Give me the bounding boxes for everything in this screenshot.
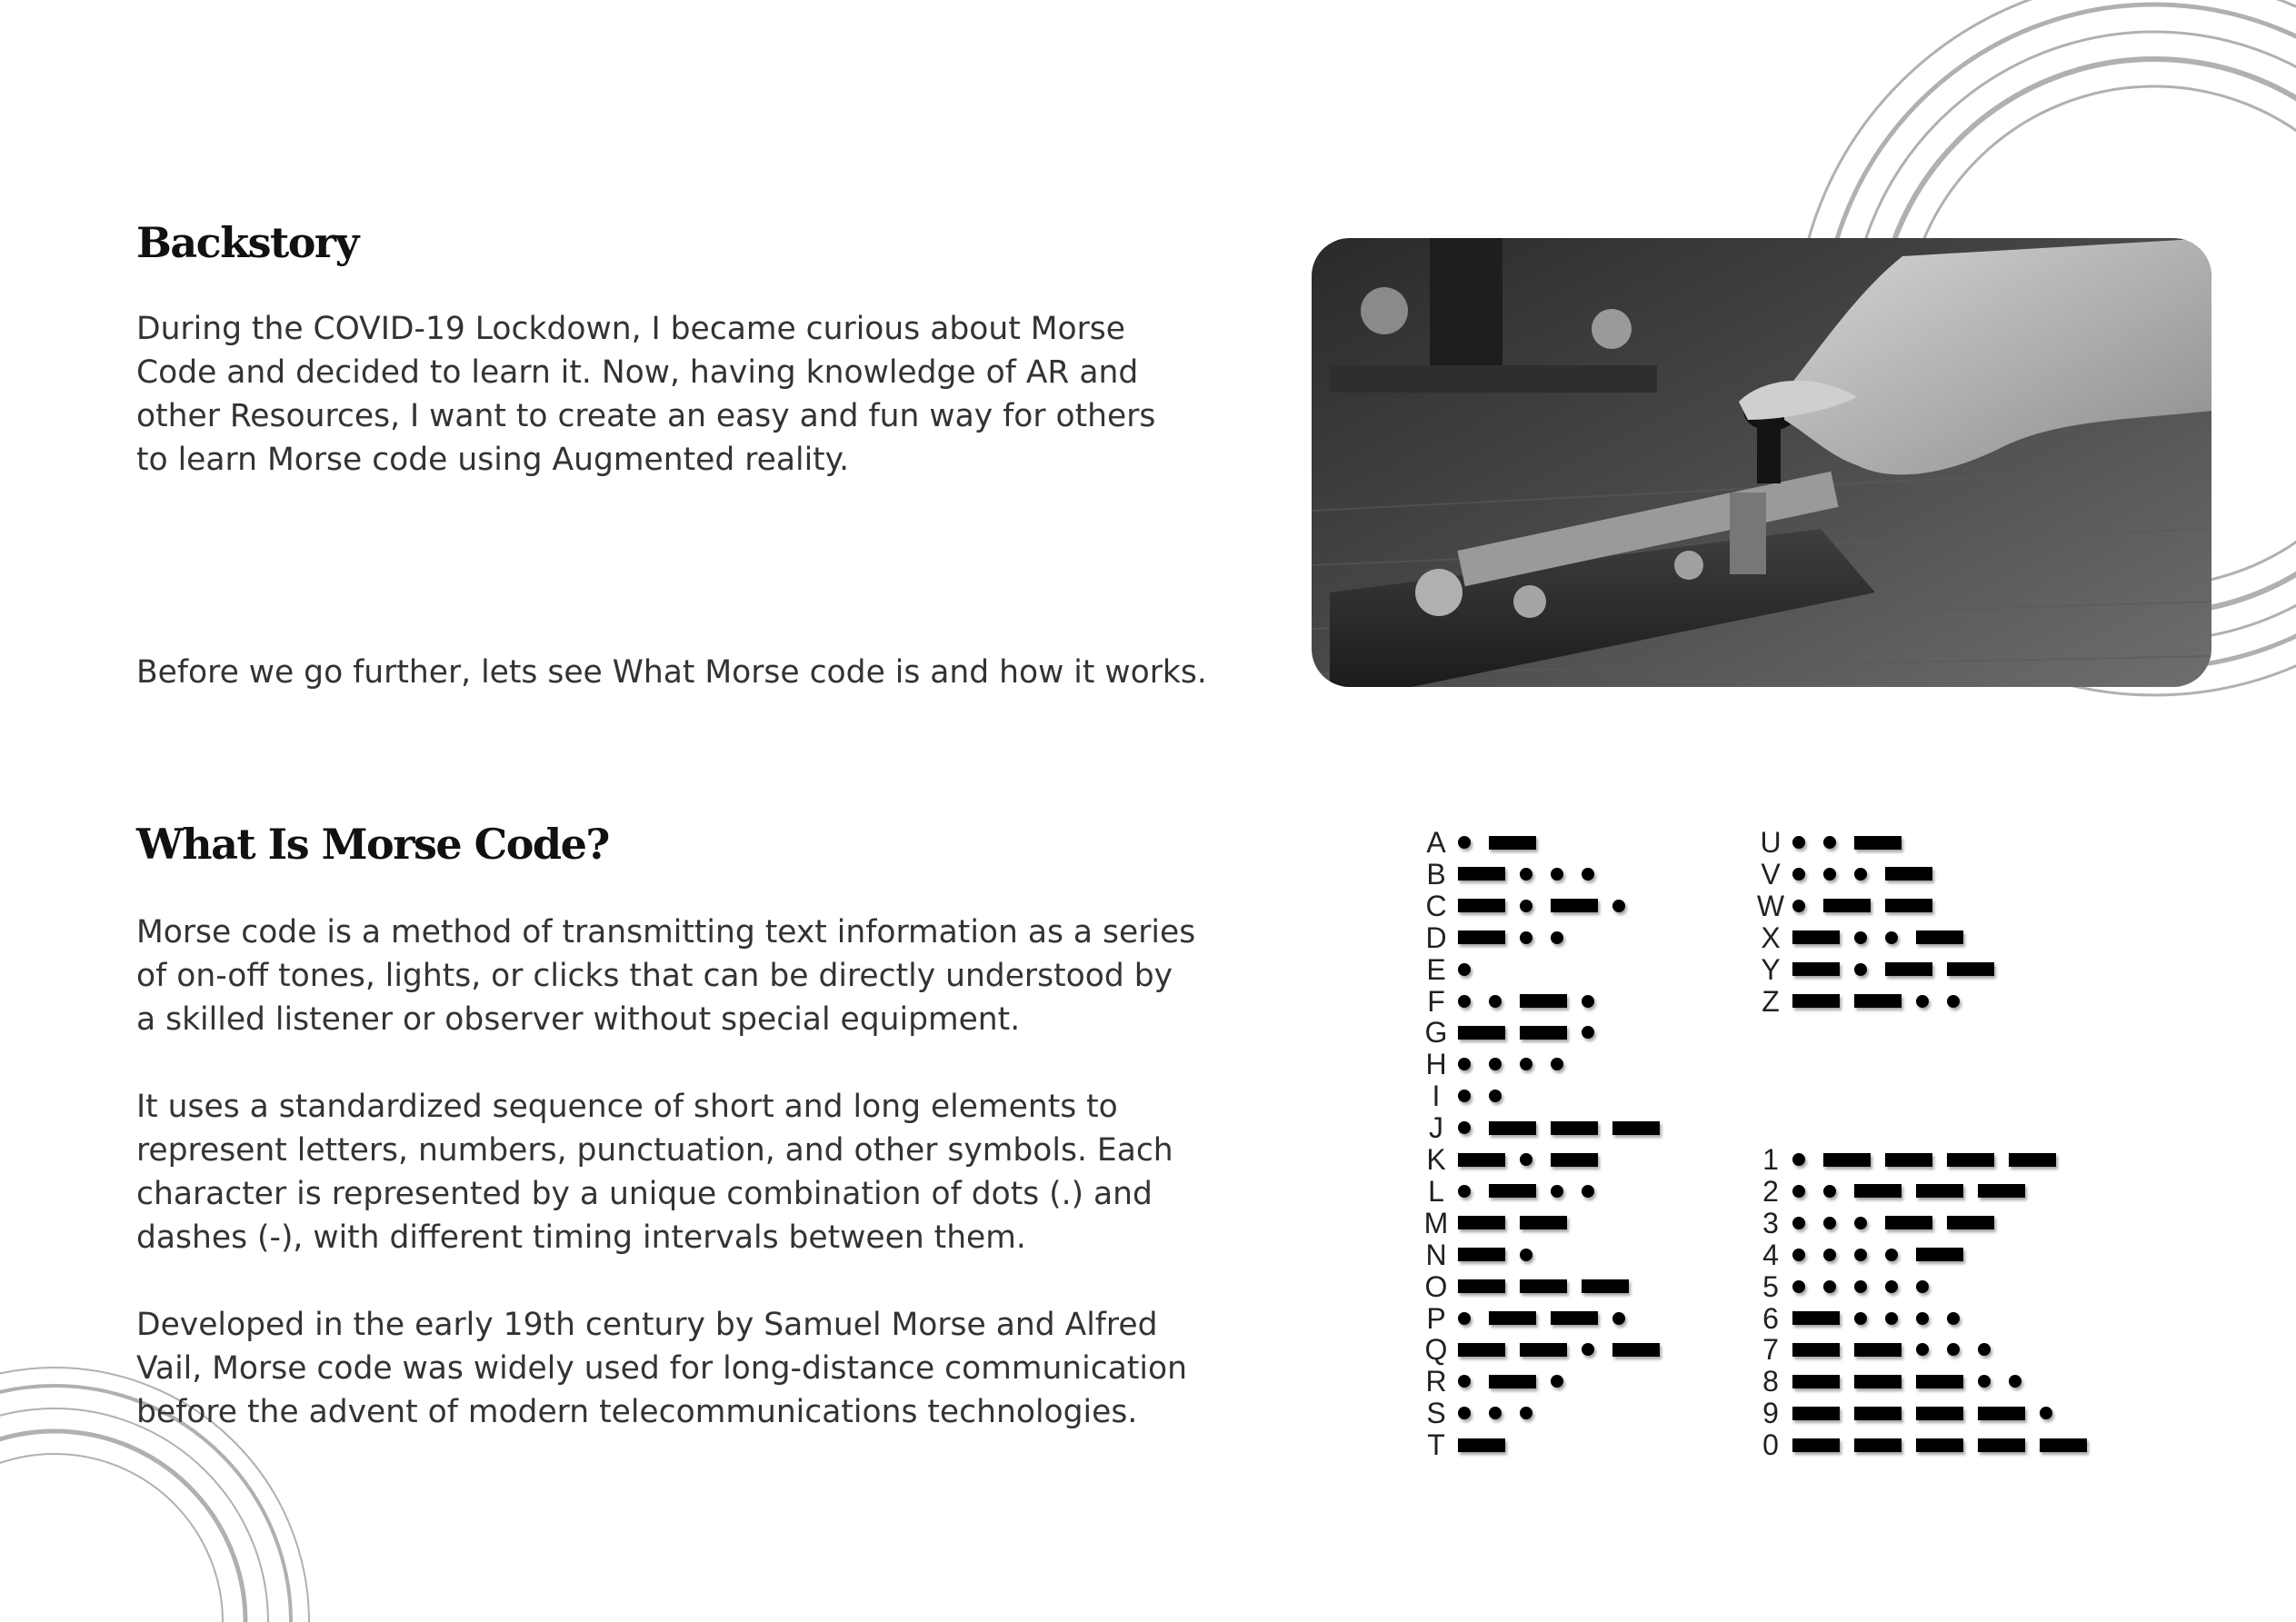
morse-sequence	[1792, 994, 1978, 1008]
morse-char: A	[1426, 826, 1446, 859]
morse-dash	[1458, 1026, 1505, 1040]
morse-dash	[1854, 1375, 1902, 1388]
morse-sequence	[1792, 962, 2009, 976]
morse-dash	[1947, 1153, 1994, 1167]
morse-dot	[1551, 1375, 1563, 1388]
morse-char: F	[1427, 984, 1445, 1018]
morse-dot	[1551, 931, 1563, 944]
morse-char: 9	[1762, 1397, 1779, 1430]
morse-dot	[1885, 1249, 1898, 1261]
morse-dot	[1520, 1153, 1532, 1166]
morse-dash	[1916, 930, 1963, 944]
morse-sequence	[1458, 930, 1582, 944]
morse-dash	[1885, 962, 1932, 976]
morse-row-5	[1752, 1271, 1947, 1302]
morse-row-4	[1752, 1239, 1978, 1270]
morse-dash	[1916, 1248, 1963, 1261]
morse-dash	[1885, 1153, 1932, 1167]
morse-dot	[1854, 1312, 1867, 1325]
morse-row-j	[1418, 1112, 1674, 1143]
morse-dot	[1489, 1058, 1502, 1070]
morse-row-a	[1418, 827, 1551, 858]
telegraph-key-photo	[1312, 238, 2211, 687]
morse-row-u	[1752, 827, 1916, 858]
morse-char: X	[1761, 920, 1781, 954]
morse-char: D	[1425, 920, 1447, 954]
morse-dot	[2040, 1407, 2052, 1419]
morse-sequence	[1458, 1090, 1520, 1102]
morse-dot	[1458, 836, 1471, 849]
morse-row-v	[1752, 859, 1947, 890]
morse-sequence	[1792, 1375, 2040, 1388]
transition-text: Before we go further, lets see What Morse code is and how it works.	[136, 654, 1207, 691]
morse-dot	[1489, 1090, 1502, 1102]
morse-char: L	[1428, 1174, 1444, 1208]
morse-sequence	[1458, 1216, 1582, 1229]
morse-row-x	[1752, 922, 1978, 953]
morse-dash	[1551, 899, 1598, 912]
morse-dot	[1582, 1026, 1594, 1039]
morse-char: O	[1424, 1269, 1448, 1303]
morse-dot	[1916, 1343, 1929, 1356]
morse-sequence	[1792, 1216, 2009, 1229]
morse-dot	[1978, 1343, 1991, 1356]
morse-dash	[1458, 1216, 1505, 1229]
morse-dot	[1823, 1249, 1836, 1261]
morse-dash	[1582, 1279, 1629, 1293]
morse-dot	[1792, 1249, 1805, 1261]
morse-dash	[1458, 1248, 1505, 1261]
morse-row-y	[1752, 954, 2009, 985]
morse-sequence	[1458, 899, 1643, 912]
morse-dot	[1854, 1249, 1867, 1261]
morse-dot	[1582, 995, 1594, 1008]
morse-char: G	[1424, 1016, 1448, 1050]
morse-dash	[1792, 1343, 1840, 1357]
morse-dash	[1612, 1343, 1660, 1357]
morse-dash	[2040, 1438, 2087, 1452]
morse-dash	[1551, 1121, 1598, 1135]
morse-dash	[1947, 962, 1994, 976]
morse-dot	[1947, 1312, 1960, 1325]
morse-dot	[1458, 1312, 1471, 1325]
morse-char: V	[1761, 857, 1781, 891]
morse-dash	[1792, 930, 1840, 944]
morse-dot	[1854, 1280, 1867, 1293]
morse-dash	[1978, 1438, 2025, 1452]
morse-row-q	[1418, 1334, 1674, 1365]
morse-sequence	[1792, 836, 1916, 850]
morse-dot	[1458, 1407, 1471, 1419]
morse-dot	[1520, 1407, 1532, 1419]
morse-dot	[1854, 1217, 1867, 1229]
what-is-morse-heading: What Is Morse Code?	[136, 820, 609, 869]
morse-sequence	[1458, 1343, 1674, 1357]
morse-paragraph-2: It uses a standardized sequence of short and long elements to represent letters, numbers, punctuation, and other symbols. Each character is represented by a unique combination of dots (.) and dashes (-), with different timing intervals between them.	[136, 1089, 1173, 1256]
morse-sequence	[1458, 1026, 1612, 1040]
morse-dash	[1916, 1184, 1963, 1198]
morse-dash	[1551, 1153, 1598, 1167]
morse-char: 5	[1762, 1269, 1779, 1303]
morse-sequence	[1458, 1279, 1643, 1293]
morse-sequence	[1458, 867, 1612, 881]
morse-char: 3	[1762, 1206, 1779, 1239]
morse-sequence	[1792, 899, 1947, 912]
morse-paragraph-3: Developed in the early 19th century by Samuel Morse and Alfred Vail, Morse code was widely used for long-distance communication before the advent of modern telecommunications technologies.	[136, 1307, 1187, 1430]
morse-sequence	[1458, 963, 1489, 976]
morse-dash	[1792, 1375, 1840, 1388]
morse-char: S	[1426, 1397, 1446, 1430]
morse-dash	[1792, 994, 1840, 1008]
morse-dot	[1582, 868, 1594, 881]
morse-dot	[1520, 900, 1532, 912]
morse-dash	[1978, 1407, 2025, 1420]
morse-dash	[1885, 899, 1932, 912]
morse-dash	[1489, 836, 1536, 850]
morse-sequence	[1792, 1153, 2071, 1167]
morse-char: 8	[1762, 1365, 1779, 1398]
morse-char: K	[1426, 1143, 1446, 1176]
morse-dash	[1792, 1311, 1840, 1325]
morse-dot	[1792, 1217, 1805, 1229]
morse-char: U	[1760, 826, 1782, 859]
morse-dot	[1551, 1058, 1563, 1070]
morse-dot	[1947, 995, 1960, 1008]
morse-row-r	[1418, 1366, 1582, 1397]
morse-dash	[1792, 1438, 1840, 1452]
morse-dot	[1458, 963, 1471, 976]
morse-dot	[1823, 1280, 1836, 1293]
morse-sequence	[1792, 1407, 2071, 1420]
morse-row-z	[1752, 986, 1978, 1017]
morse-row-s	[1418, 1398, 1551, 1428]
morse-row-w	[1752, 891, 1947, 921]
morse-char: C	[1425, 889, 1447, 922]
morse-dot	[1458, 1058, 1471, 1070]
morse-dot	[1854, 931, 1867, 944]
morse-dash	[1916, 1438, 1963, 1452]
morse-dash	[1854, 836, 1902, 850]
morse-dot	[1792, 1280, 1805, 1293]
morse-dot	[1520, 1249, 1532, 1261]
morse-sequence	[1458, 1375, 1582, 1388]
morse-dash	[1489, 1121, 1536, 1135]
morse-row-n	[1418, 1239, 1551, 1270]
morse-dot	[1582, 1185, 1594, 1198]
morse-char: Q	[1424, 1333, 1448, 1367]
backstory-heading: Backstory	[136, 218, 358, 267]
morse-dash	[1978, 1184, 2025, 1198]
morse-dot	[1885, 931, 1898, 944]
morse-char: 1	[1762, 1143, 1779, 1176]
morse-dash	[1854, 1184, 1902, 1198]
morse-char: 0	[1762, 1428, 1779, 1462]
morse-row-m	[1418, 1208, 1582, 1239]
morse-dash	[1458, 899, 1505, 912]
morse-dot	[1978, 1375, 1991, 1388]
morse-dash	[1854, 1343, 1902, 1357]
morse-code-chart	[1418, 827, 2145, 1463]
morse-dot	[1854, 963, 1867, 976]
morse-dash	[1792, 962, 1840, 976]
morse-char: 4	[1762, 1238, 1779, 1271]
morse-dash	[1458, 1438, 1505, 1452]
morse-dot	[1792, 868, 1805, 881]
morse-row-3	[1752, 1208, 2009, 1239]
morse-dash	[1792, 1407, 1840, 1420]
morse-dash	[1823, 1153, 1871, 1167]
morse-dot	[1823, 868, 1836, 881]
morse-char: W	[1756, 889, 1785, 922]
morse-dot	[1885, 1280, 1898, 1293]
morse-dash	[1458, 1153, 1505, 1167]
morse-sequence	[1792, 867, 1947, 881]
morse-row-7	[1752, 1334, 2009, 1365]
morse-sequence	[1458, 1407, 1551, 1419]
morse-dash	[1458, 867, 1505, 881]
morse-sequence	[1458, 1311, 1643, 1325]
morse-row-2	[1752, 1176, 2040, 1207]
morse-sequence	[1792, 1343, 2009, 1357]
morse-sequence	[1792, 1184, 2040, 1198]
morse-dot	[1792, 1185, 1805, 1198]
morse-dot	[1792, 900, 1805, 912]
morse-row-9	[1752, 1398, 2071, 1428]
morse-dot	[1885, 1312, 1898, 1325]
morse-dash	[1458, 930, 1505, 944]
morse-dash	[1520, 1026, 1567, 1040]
morse-dot	[1520, 931, 1532, 944]
morse-char: R	[1425, 1365, 1447, 1398]
morse-dash	[1489, 1311, 1536, 1325]
morse-row-t	[1418, 1429, 1520, 1460]
morse-char: P	[1426, 1301, 1446, 1335]
morse-sequence	[1792, 1248, 1978, 1261]
morse-sequence	[1458, 1153, 1612, 1167]
morse-dot	[1823, 1185, 1836, 1198]
morse-char: H	[1425, 1048, 1447, 1081]
morse-dot	[2009, 1375, 2021, 1388]
morse-dot	[1916, 1280, 1929, 1293]
morse-dot	[1458, 1185, 1471, 1198]
morse-dash	[1520, 1279, 1567, 1293]
morse-dash	[1916, 1375, 1963, 1388]
morse-dot	[1551, 868, 1563, 881]
morse-dot	[1823, 836, 1836, 849]
morse-sequence	[1458, 1121, 1674, 1135]
morse-dash	[1854, 1407, 1902, 1420]
morse-char: E	[1426, 952, 1446, 986]
morse-row-k	[1418, 1144, 1612, 1175]
morse-dot	[1947, 1343, 1960, 1356]
morse-dash	[1854, 1438, 1902, 1452]
morse-char: 7	[1762, 1333, 1779, 1367]
morse-dash	[1947, 1216, 1994, 1229]
morse-row-b	[1418, 859, 1612, 890]
morse-dash	[1823, 899, 1871, 912]
morse-dot	[1458, 1090, 1471, 1102]
morse-char: 6	[1762, 1301, 1779, 1335]
morse-char: J	[1429, 1111, 1443, 1145]
morse-dash	[1885, 1216, 1932, 1229]
morse-dot	[1792, 836, 1805, 849]
morse-dot	[1916, 1312, 1929, 1325]
morse-dash	[1854, 994, 1902, 1008]
morse-char: T	[1427, 1428, 1445, 1462]
morse-dot	[1489, 995, 1502, 1008]
morse-char: I	[1432, 1080, 1441, 1113]
morse-dash	[1489, 1184, 1536, 1198]
morse-dash	[1885, 867, 1932, 881]
morse-dot	[1551, 1185, 1563, 1198]
morse-dot	[1458, 1375, 1471, 1388]
morse-dot	[1458, 995, 1471, 1008]
morse-row-c	[1418, 891, 1643, 921]
morse-sequence	[1792, 1311, 1978, 1325]
morse-dash	[1551, 1311, 1598, 1325]
morse-row-e	[1418, 954, 1489, 985]
morse-dot	[1612, 900, 1625, 912]
morse-sequence	[1458, 836, 1551, 850]
morse-row-8	[1752, 1366, 2040, 1397]
morse-char: Y	[1761, 952, 1781, 986]
backstory-paragraph: During the COVID-19 Lockdown, I became curious about Morse Code and decided to learn it. Now, having knowledge of AR and other Resources, I want to create an easy and fun way for others to learn Morse code using Augmented reality.	[136, 311, 1156, 478]
morse-sequence	[1792, 930, 1978, 944]
morse-sequence	[1792, 1438, 2101, 1452]
morse-dash	[2009, 1153, 2056, 1167]
morse-sequence	[1458, 1184, 1612, 1198]
morse-dot	[1916, 995, 1929, 1008]
morse-row-l	[1418, 1176, 1612, 1207]
morse-row-i	[1418, 1080, 1520, 1111]
morse-row-6	[1752, 1303, 1978, 1334]
morse-dash	[1520, 1343, 1567, 1357]
morse-paragraph-1: Morse code is a method of transmitting text information as a series of on-off tones, lights, or clicks that can be directly understood by a skilled listener or observer without special equipment.	[136, 914, 1196, 1038]
morse-dot	[1489, 1407, 1502, 1419]
morse-row-0	[1752, 1429, 2101, 1460]
morse-dash	[1489, 1375, 1536, 1388]
morse-row-p	[1418, 1303, 1643, 1334]
morse-dot	[1792, 1153, 1805, 1166]
morse-char: M	[1423, 1206, 1449, 1239]
morse-sequence	[1458, 1438, 1520, 1452]
morse-sequence	[1458, 994, 1612, 1008]
morse-row-d	[1418, 922, 1582, 953]
morse-dash	[1612, 1121, 1660, 1135]
morse-char: B	[1426, 857, 1446, 891]
morse-dash	[1458, 1343, 1505, 1357]
morse-dot	[1520, 868, 1532, 881]
morse-dash	[1458, 1279, 1505, 1293]
morse-dot	[1582, 1343, 1594, 1356]
morse-sequence	[1458, 1058, 1582, 1070]
morse-sequence	[1458, 1248, 1551, 1261]
morse-row-h	[1418, 1049, 1582, 1080]
morse-dot	[1520, 1058, 1532, 1070]
morse-char: N	[1425, 1238, 1447, 1271]
morse-dot	[1458, 1121, 1471, 1134]
morse-char: 2	[1762, 1174, 1779, 1208]
morse-dash	[1520, 1216, 1567, 1229]
morse-dash	[1916, 1407, 1963, 1420]
morse-row-g	[1418, 1017, 1612, 1048]
morse-dash	[1520, 994, 1567, 1008]
morse-dot	[1854, 868, 1867, 881]
morse-char: Z	[1762, 984, 1780, 1018]
morse-sequence	[1792, 1280, 1947, 1293]
morse-dot	[1823, 1217, 1836, 1229]
morse-dot	[1612, 1312, 1625, 1325]
morse-row-1	[1752, 1144, 2071, 1175]
morse-row-f	[1418, 986, 1612, 1017]
morse-row-o	[1418, 1271, 1643, 1302]
